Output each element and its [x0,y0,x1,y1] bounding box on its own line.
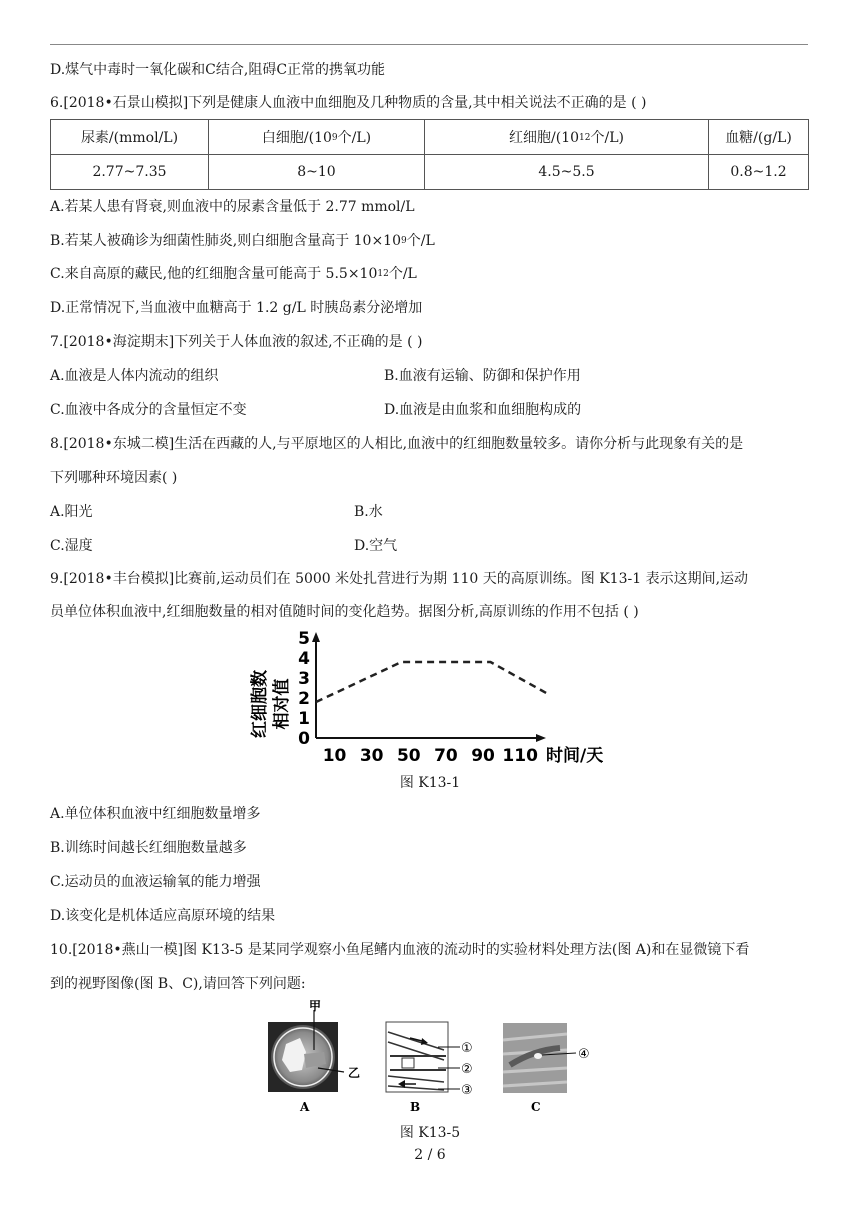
chart-x-tick-label: 10 [322,746,347,766]
chart-x-tick-label: 90 [471,746,495,766]
q9-option-b: B.训练时间越长红细胞数量越多 [50,840,247,856]
q5-option-d: D.煤气中毒时一氧化碳和C结合,阻碍C正常的携氧功能 [50,62,386,78]
q6-option-a: A.若某人患有肾衰,则血液中的尿素含量低于 2.77 mmol/L [50,199,415,215]
label-circle-3: ③ [461,1083,473,1098]
q9-option-a: A.单位体积血液中红细胞数量增多 [50,806,261,822]
q7-option-a: A.血液是人体内流动的组织 [50,368,219,384]
label-jia: 甲 [309,1000,322,1013]
chart-ylabel-line2: 相对值 [272,678,292,730]
q8-option-d: D.空气 [354,538,398,554]
chart-y-tick-label: 5 [298,630,310,649]
q6-option-d: D.正常情况下,当血液中血糖高于 1.2 g/L 时胰岛素分泌增加 [50,300,423,316]
figure-k13-1-caption: 图 K13-1 [399,775,461,791]
table-header-cell: 尿素/(mmol/L) [51,120,209,155]
chart-x-tick-label: 70 [434,746,458,766]
q9-option-c: C.运动员的血液运输氧的能力增强 [50,874,261,890]
figure-c-capillary [500,1020,610,1115]
q7-option-c: C.血液中各成分的含量恒定不变 [50,402,247,418]
figure-a-petri-dish [262,1000,370,1115]
question-9-stem-line2: 员单位体积血液中,红细胞数量的相对值随时间的变化趋势。据图分析,高原训练的作用不包括 ( ) [50,604,639,620]
table-header-cell: 血糖/(g/L) [709,120,809,155]
table-header-cell: 红细胞$/(10^{12}$个/L) [425,120,709,155]
chart-y-tick-label: 0 [298,729,310,749]
table-cell: 4.5~5.5 [425,155,709,190]
figure-b-blood-vessels [380,1020,492,1115]
chart-x-ticks [323,746,538,766]
page-number: 2 / 6 [414,1147,446,1163]
figure-a-label: A [300,1100,310,1114]
figure-c-label: C [531,1100,541,1114]
figure-k13-5-caption: 图 K13-5 [399,1125,461,1141]
table-cell: 2.77~7.35 [51,155,209,190]
figure-b-label: B [410,1100,421,1114]
chart-y-tick-label: 4 [298,649,310,669]
q8-option-b: B.水 [354,504,383,520]
chart-x-tick-label: 110 [502,746,538,766]
question-8-stem-line2: 下列哪种环境因素( ) [50,470,178,486]
rbc-line-chart [250,630,610,768]
red-blood-cell-icon [534,1053,542,1059]
q6-option-c: C.来自高原的藏民,他的红细胞含量可能高于 $5.5\times 10^{12}$个/L [50,266,417,282]
chart-x-axis-arrow [536,734,546,742]
q9-option-d: D.该变化是机体适应高原环境的结果 [50,908,276,924]
question-7-stem: 7.[2018•海淀期末]下列关于人体血液的叙述,不正确的是 ( ) [50,334,423,350]
q6-option-b: B.若某人被确诊为细菌性肺炎,则白细胞含量高于 $10\times 10^9$个/L [50,233,435,249]
table-cell: 8~10 [209,155,425,190]
question-10-stem-line1: 10.[2018•燕山一模]图 K13-5 是某同学观察小鱼尾鳍内血液的流动时的实验材料处理方法(图 A)和在显微镜下看 [50,942,750,958]
chart-y-ticks [298,630,310,749]
q7-option-b: B.血液有运输、防御和保护作用 [384,368,581,384]
chart-xlabel: 时间/天 [546,746,604,766]
question-10-stem-line2: 到的视野图像(图 B、C),请回答下列问题: [50,976,306,992]
label-circle-2: ② [461,1062,473,1077]
chart-y-tick-label: 1 [298,709,310,729]
label-circle-4: ④ [578,1047,590,1062]
chart-x-tick-label: 50 [396,746,421,766]
table-row [51,155,809,190]
header-rule [50,44,808,45]
q8-option-a: A.阳光 [50,504,93,520]
label-circle-1: ① [461,1041,473,1056]
chart-series-line [316,662,548,702]
table-header-cell: 白细胞$/(10^9$个/L) [209,120,425,155]
label-yi: 乙 [348,1066,361,1080]
chart-y-tick-label: 3 [298,669,310,689]
chart-y-axis-arrow [312,632,320,642]
question-8-stem-line1: 8.[2018•东城二模]生活在西藏的人,与平原地区的人相比,血液中的红细胞数量较多。请你分析与此现象有关的是 [50,436,744,452]
blood-data-table [50,119,809,190]
table-header-row [51,120,809,155]
chart-y-tick-label: 2 [298,689,310,709]
q8-option-c: C.湿度 [50,538,93,554]
question-6-stem: 6.[2018•石景山模拟]下列是健康人血液中血细胞及几种物质的含量,其中相关说法不正确的是 ( ) [50,95,647,111]
table-cell: 0.8~1.2 [709,155,809,190]
q7-option-d: D.血液是由血浆和血细胞构成的 [384,402,582,418]
chart-x-tick-label: 30 [359,746,384,766]
chart-ylabel-line1: 红细胞数 [250,670,270,738]
question-9-stem-line1: 9.[2018•丰台模拟]比赛前,运动员们在 5000 米处扎营进行为期 110 天的高原训练。图 K13-1 表示这期间,运动 [50,571,749,587]
